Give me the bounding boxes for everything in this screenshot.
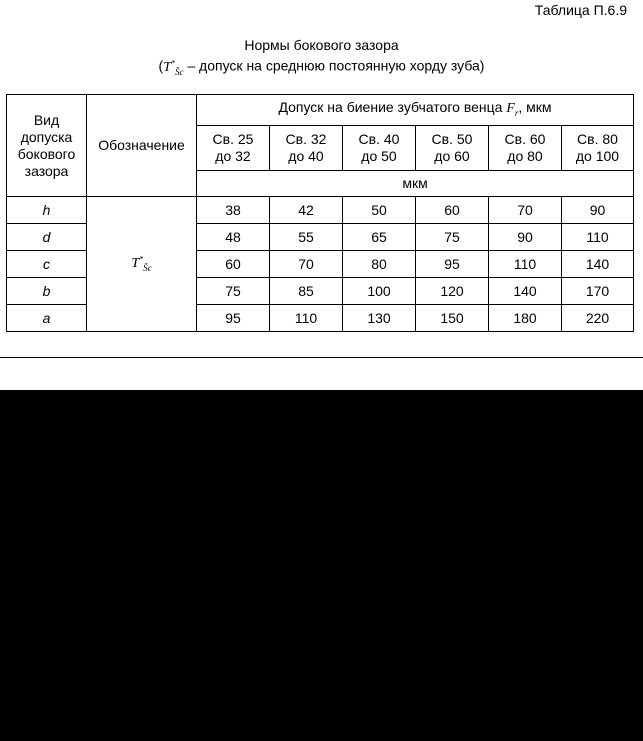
range-cell — [416, 126, 489, 171]
value-cell: 75 — [416, 224, 489, 251]
range-from: Св. 40 — [358, 131, 400, 147]
value-cell: 95 — [197, 305, 270, 332]
range-cell — [197, 126, 270, 171]
value-cell: 150 — [416, 305, 489, 332]
side-clearance-table — [6, 94, 634, 332]
value-cell: 42 — [270, 197, 343, 224]
range-from: Св. 80 — [577, 131, 618, 147]
caption-symbol-sub: S̄c — [174, 66, 184, 77]
header-runout-symbol — [506, 101, 518, 116]
value-cell: 110 — [489, 251, 562, 278]
range-cell — [489, 126, 562, 171]
designation-symbol-sup: * — [139, 254, 144, 264]
value-cell: 65 — [343, 224, 416, 251]
header-clearance-type-line: допуска — [20, 128, 73, 145]
table-caption — [0, 36, 643, 80]
value-cell: 140 — [489, 278, 562, 305]
value-cell: 110 — [562, 224, 634, 251]
header-runout-symbol-sub: r — [514, 107, 519, 118]
value-cell: 100 — [343, 278, 416, 305]
header-clearance-type-line: Вид — [33, 111, 60, 128]
value-cell: 75 — [197, 278, 270, 305]
value-cell: 60 — [197, 251, 270, 278]
value-cell: 60 — [416, 197, 489, 224]
value-cell: 170 — [562, 278, 634, 305]
value-cell: 130 — [343, 305, 416, 332]
range-from: Св. 25 — [212, 131, 254, 147]
caption-symbol-sup: * — [170, 58, 175, 67]
header-clearance-type — [7, 95, 87, 197]
range-cell — [562, 126, 634, 171]
unit-cell: мкм — [197, 171, 634, 197]
value-cell: 85 — [270, 278, 343, 305]
caption-text: – допуск на среднюю постоянную хорду зуба) — [183, 57, 485, 74]
value-cell: 70 — [489, 197, 562, 224]
designation-cell — [87, 197, 197, 332]
row-type: h — [7, 197, 87, 224]
header-row-group — [7, 95, 634, 126]
table-row — [7, 197, 634, 224]
row-type: c — [7, 251, 87, 278]
header-runout-symbol-letter: F — [506, 100, 515, 116]
designation-symbol — [131, 254, 152, 274]
range-to: до 32 — [215, 148, 251, 164]
value-cell: 50 — [343, 197, 416, 224]
caption-open-paren: ( — [158, 57, 164, 74]
row-type: b — [7, 278, 87, 305]
value-cell: 95 — [416, 251, 489, 278]
range-cell — [270, 126, 343, 171]
designation-symbol-sub: S̄c — [143, 263, 152, 274]
page-divider — [0, 357, 643, 358]
caption-definition — [0, 54, 643, 80]
value-cell: 80 — [343, 251, 416, 278]
header-clearance-type-line: зазора — [24, 162, 69, 179]
value-cell: 180 — [489, 305, 562, 332]
value-cell: 55 — [270, 224, 343, 251]
black-area — [0, 390, 643, 741]
value-cell: 220 — [562, 305, 634, 332]
value-cell: 90 — [489, 224, 562, 251]
range-to: до 60 — [434, 148, 470, 164]
range-to: до 80 — [507, 148, 543, 164]
value-cell: 70 — [270, 251, 343, 278]
range-to: до 50 — [361, 148, 397, 164]
row-type: a — [7, 305, 87, 332]
value-cell: 90 — [562, 197, 634, 224]
caption-symbol-letter: T — [163, 59, 171, 75]
header-runout-tolerance — [197, 95, 634, 126]
range-to: до 100 — [575, 148, 620, 164]
header-runout-text: Допуск на биение зубчатого венца — [278, 98, 503, 115]
value-cell: 48 — [197, 224, 270, 251]
header-designation: Обозначение — [87, 95, 197, 197]
range-to: до 40 — [288, 148, 324, 164]
header-clearance-type-line: бокового — [17, 145, 76, 162]
range-from: Св. 32 — [285, 131, 327, 147]
range-cell — [343, 126, 416, 171]
header-runout-unit: , мкм — [518, 98, 552, 115]
designation-symbol-letter: T — [131, 256, 140, 272]
value-cell: 38 — [197, 197, 270, 224]
range-from: Св. 60 — [504, 131, 546, 147]
value-cell: 110 — [270, 305, 343, 332]
table-number-label: Таблица П.6.9 — [534, 2, 627, 18]
value-cell: 140 — [562, 251, 634, 278]
value-cell: 120 — [416, 278, 489, 305]
range-from: Св. 50 — [431, 131, 473, 147]
caption-title: Нормы бокового зазора — [244, 37, 399, 53]
caption-symbol — [163, 60, 183, 75]
row-type: d — [7, 224, 87, 251]
